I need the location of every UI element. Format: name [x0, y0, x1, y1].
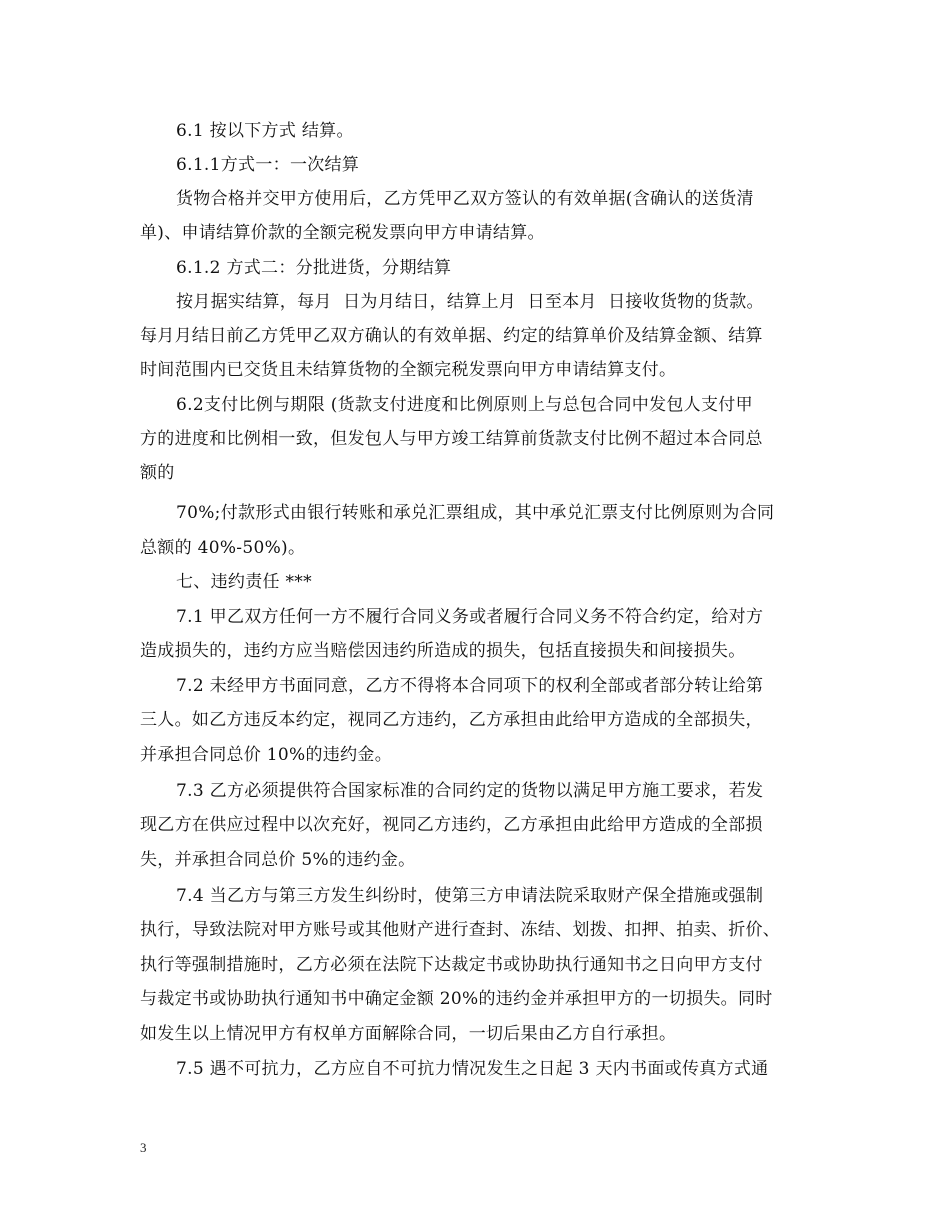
paragraph-line: 失，并承担合同总价 5%的违约金。 — [140, 850, 416, 870]
paragraph-line: 执行等强制措施时，乙方必须在法院下达裁定书或协助执行通知书之日向甲方支付 — [140, 955, 763, 975]
clause-6-1-heading: 6.1 按以下方式 结算。 — [176, 121, 354, 141]
paragraph-line: 现乙方在供应过程中以次充好，视同乙方违约，乙方承担由此给甲方造成的全部损 — [140, 815, 763, 835]
paragraph-line: 单)、申请结算价款的全额完税发票向甲方申请结算。 — [140, 223, 545, 243]
clause-6-1-1-heading: 6.1.1方式一：一次结算 — [176, 155, 360, 175]
clause-6-1-2-heading: 6.1.2 方式二：分批进货，分期结算 — [176, 258, 452, 278]
clause-7-5-line: 7.5 遇不可抗力，乙方应自不可抗力情况发生之日起 3 天内书面或传真方式通 — [176, 1059, 769, 1079]
paragraph-line: 方的进度和比例相一致，但发包人与甲方竣工结算前货款支付比例不超过本合同总 — [140, 429, 763, 449]
paragraph-line: 70%;付款形式由银行转账和承兑汇票组成，其中承兑汇票支付比例原则为合同 — [176, 503, 775, 523]
paragraph-line: 货物合格并交甲方使用后，乙方凭甲乙双方签认的有效单据(含确认的送货清 — [176, 189, 754, 209]
clause-6-2-line: 6.2支付比例与期限 (货款支付进度和比例原则上与总包合同中发包人支付甲 — [176, 395, 753, 415]
paragraph-line: 如发生以上情况甲方有权单方面解除合同，一切后果由乙方自行承担。 — [140, 1024, 677, 1044]
paragraph-line: 总额的 40%-50%)。 — [140, 538, 306, 558]
paragraph-line: 并承担合同总价 10%的违约金。 — [140, 745, 392, 765]
paragraph-line: 执行，导致法院对甲方账号或其他财产进行查封、冻结、划拨、扣押、拍卖、折价、 — [140, 920, 781, 940]
clause-7-4-line: 7.4 当乙方与第三方发生纠纷时，使第三方申请法院采取财产保全措施或强制 — [176, 886, 764, 906]
clause-7-3-line: 7.3 乙方必须提供符合国家标准的合同约定的货物以满足甲方施工要求，若发 — [176, 781, 764, 801]
section-7-heading: 七、违约责任 *** — [176, 572, 312, 592]
paragraph-line: 三人。如乙方违反本约定，视同乙方违约，乙方承担由此给甲方造成的全部损失， — [140, 710, 763, 730]
paragraph-line: 每月月结日前乙方凭甲乙双方确认的有效单据、约定的结算单价及结算金额、结算 — [140, 326, 763, 346]
clause-7-1-line: 7.1 甲乙双方任何一方不履行合同义务或者履行合同义务不符合约定，给对方 — [176, 607, 764, 627]
clause-7-2-line: 7.2 未经甲方书面同意，乙方不得将本合同项下的权利全部或者部分转让给第 — [176, 676, 764, 696]
paragraph-line: 按月据实结算，每月 日为月结日，结算上月 日至本月 日接收货物的货款。 — [176, 292, 764, 312]
paragraph-line: 造成损失的，违约方应当赔偿因违约所造成的损失，包括直接损失和间接损失。 — [140, 641, 746, 661]
page-number: 3 — [140, 1140, 147, 1155]
paragraph-line: 与裁定书或协助执行通知书中确定金额 20%的违约金并承担甲方的一切损失。同时 — [140, 989, 773, 1009]
paragraph-line: 时间范围内已交货且未结算货物的全额完税发票向甲方申请结算支付。 — [140, 360, 677, 380]
paragraph-line: 额的 — [140, 463, 175, 483]
